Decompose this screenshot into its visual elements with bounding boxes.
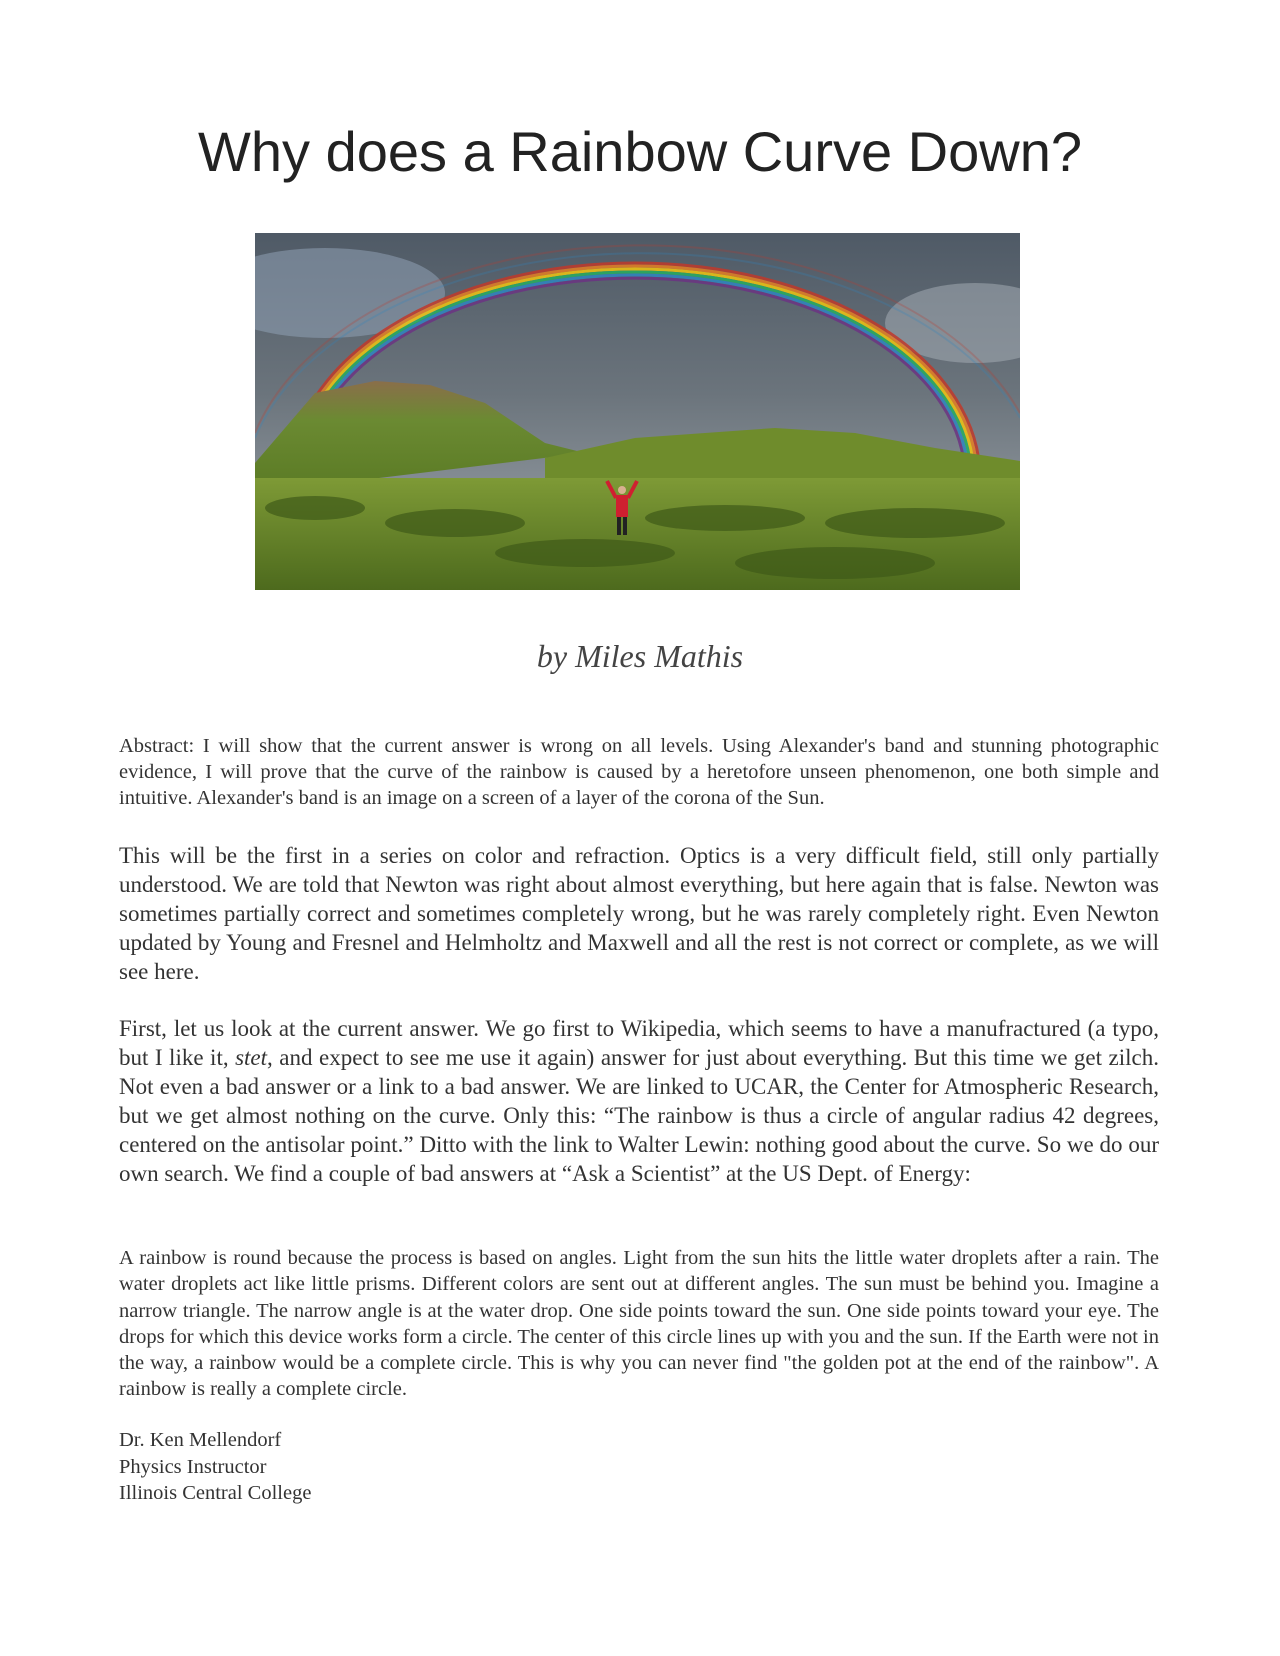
intro-paragraph: This will be the first in a series on color and refraction. Optics is a very difficult field, still only partially understood. We are told that Newton was right about almost everything, but here again that is false. Newton was sometimes partially correct and sometimes completely wrong, but he was rarely completely right. Even Newton updated by Young and Fresnel and Helmholtz and Maxwell and all the rest is not correct or complete, as we will see here. bbox=[119, 843, 1159, 984]
author-byline: by Miles Mathis bbox=[536, 638, 744, 674]
signature-title: Physics Instructor bbox=[119, 1455, 267, 1478]
rainbow-photo bbox=[255, 233, 1020, 590]
signature-name: Dr. Ken Mellendorf bbox=[119, 1429, 282, 1451]
quote-signature bbox=[119, 1427, 1159, 1507]
signature-institution: Illinois Central College bbox=[119, 1482, 312, 1504]
paragraph-text: First, let us look at the current answer. We go first to Wikipedia, which seems to have a manufractured (a typo, but I like it, bbox=[119, 1016, 1159, 1070]
page-title: Why does a Rainbow Curve Down? bbox=[198, 120, 1082, 183]
quoted-answer: A rainbow is round because the process is based on angles. Light from the sun hits the little water droplets after a rain. The water droplets act like little prisms. Different colors are sent out at different angles. The sun must be behind you. Imagine a narrow triangle. The narrow angle is at the water drop. One side points toward the sun. One side points toward your eye. The drops for which this device works form a circle. The center of this circle lines up with you and the sun. If the Earth were not in the way, a rainbow would be a complete circle. This is why you can never find "the golden pot at the end of the rainbow". A rainbow is really a complete circle. bbox=[119, 1247, 1159, 1401]
emphasis-stet: stet bbox=[235, 1045, 268, 1070]
paragraph-text: , and expect to see me use it again) answer for just about everything. But this time we get zilch. Not even a bad answer or a link to a bad answer. We are linked to UCAR, the Center for Atmospheric Research, but we get almost nothing on the curve. Only this: “The rainbow is thus a circle of angular radius 42 degrees, centered on the antisolar point.” Ditto with the link to Walter Lewin: nothing good about the curve. So we do our own search. We find a couple of bad answers at “Ask a Scientist” at the US Dept. of Energy: bbox=[119, 1045, 1159, 1186]
current-answer-paragraph bbox=[119, 1014, 1159, 1188]
abstract-paragraph: Abstract: I will show that the current answer is wrong on all levels. Using Alexander's band and stunning photographic evidence, I will prove that the curve of the rainbow is caused by a heretofore unseen phenomenon, one both simple and intuitive. Alexander's band is an image on a screen of a layer of the corona of the Sun. bbox=[119, 735, 1159, 809]
